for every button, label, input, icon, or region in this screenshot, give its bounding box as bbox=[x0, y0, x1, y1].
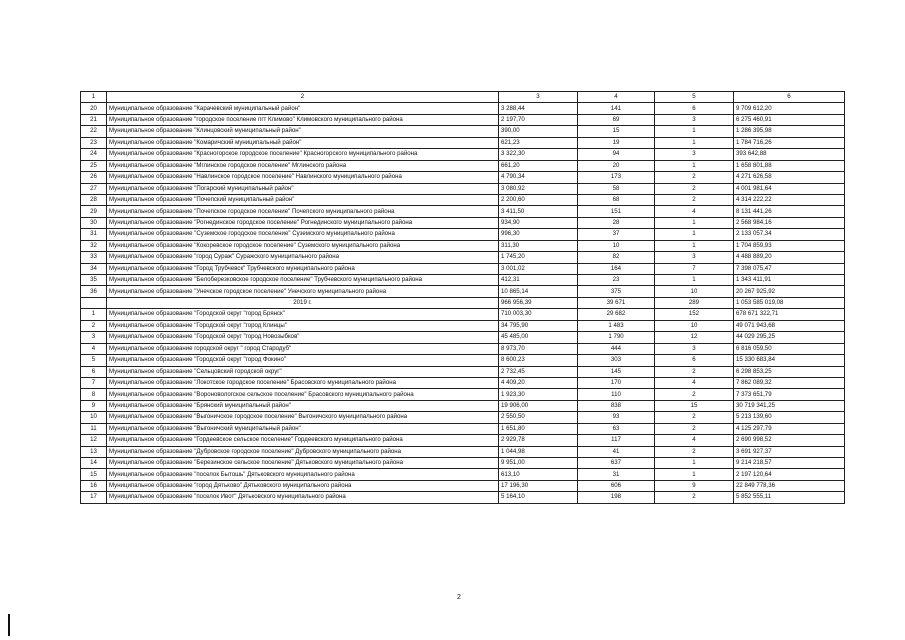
table-cell: Муниципальное образование "Навлинское городское поселение" Навлинского муниципального района bbox=[107, 172, 499, 183]
table-row bbox=[81, 320, 845, 331]
table-cell: 110 bbox=[578, 389, 655, 400]
table-cell: 31 bbox=[81, 229, 107, 240]
table-cell: 1 bbox=[81, 309, 107, 320]
table-cell: 45 485,00 bbox=[499, 332, 578, 343]
table-cell: 8 131 441,26 bbox=[734, 206, 845, 217]
table-cell: 3 bbox=[655, 114, 734, 125]
table-row bbox=[81, 206, 845, 217]
table-cell: 2 bbox=[655, 194, 734, 205]
table-cell: 9 bbox=[655, 480, 734, 491]
table-cell: 6 275 460,91 bbox=[734, 114, 845, 125]
table-row bbox=[81, 217, 845, 228]
table-cell: 32 bbox=[81, 240, 107, 251]
table-cell: 15 330 683,84 bbox=[734, 355, 845, 366]
table-cell: 14 bbox=[81, 458, 107, 469]
table-cell: 661,20 bbox=[499, 160, 578, 171]
table-row bbox=[81, 377, 845, 388]
table-cell: 10 865,14 bbox=[499, 286, 578, 297]
table-row bbox=[81, 366, 845, 377]
page-number: 2 bbox=[457, 594, 461, 601]
table-cell: 17 196,30 bbox=[499, 480, 578, 491]
table-cell: Муниципальное образование "Дубровское городское поселение" Дубровского муниципального района bbox=[107, 446, 499, 457]
table-cell: 1 bbox=[655, 160, 734, 171]
table-cell: 8 bbox=[81, 389, 107, 400]
table-cell: 3 001,02 bbox=[499, 263, 578, 274]
table-cell: 2 bbox=[81, 320, 107, 331]
table-cell: 164 bbox=[578, 263, 655, 274]
table-row bbox=[81, 183, 845, 194]
table-cell: 34 795,90 bbox=[499, 320, 578, 331]
table-cell: 1 bbox=[655, 275, 734, 286]
table-cell: Муниципальное образование "Березинское сельское поселение" Дятьковского муниципального района bbox=[107, 458, 499, 469]
table-cell: Муниципальное образование "Город Трубчевск" Трубчевского муниципального района bbox=[107, 263, 499, 274]
table-cell: 1 343 411,91 bbox=[734, 275, 845, 286]
table-cell: 3 411,50 bbox=[499, 206, 578, 217]
table-row bbox=[81, 412, 845, 423]
table-cell: 29 bbox=[81, 206, 107, 217]
table-cell: 613,10 bbox=[499, 469, 578, 480]
table-cell: 23 bbox=[578, 275, 655, 286]
table-cell: Муниципальное образование "Городской округ "город Брянск" bbox=[107, 309, 499, 320]
table-cell: Муниципальное образование "Локотское городское поселение" Брасовского муниципального района bbox=[107, 377, 499, 388]
table-cell: 412,31 bbox=[499, 275, 578, 286]
table-cell: 3 bbox=[655, 149, 734, 160]
year-total-cell: 289 bbox=[655, 297, 734, 308]
table-cell: 15 bbox=[81, 469, 107, 480]
table-row bbox=[81, 458, 845, 469]
table-cell: 1 bbox=[655, 126, 734, 137]
table-row bbox=[81, 126, 845, 137]
table-cell: Муниципальное образование "Погарский муниципальный район" bbox=[107, 183, 499, 194]
table-row bbox=[81, 480, 845, 491]
table-cell: 2 929,78 bbox=[499, 435, 578, 446]
table-cell: 4 314 222,22 bbox=[734, 194, 845, 205]
table-cell: 198 bbox=[578, 492, 655, 503]
table-cell: 58 bbox=[578, 183, 655, 194]
table-cell: Муниципальное образование "Городской округ "город Клинцы" bbox=[107, 320, 499, 331]
table-cell: Муниципальное образование "город Сураж" Суражского муниципального района bbox=[107, 252, 499, 263]
table-cell: 22 849 778,36 bbox=[734, 480, 845, 491]
table-cell: 63 bbox=[578, 423, 655, 434]
header-cell: 2 bbox=[107, 92, 499, 103]
header-cell: 5 bbox=[655, 92, 734, 103]
table-cell: 2 133 057,34 bbox=[734, 229, 845, 240]
table-row bbox=[81, 229, 845, 240]
column-number-header-row bbox=[81, 92, 845, 103]
table-cell: Муниципальное образование "Кокоревское городское поселение" Суземского муниципального района bbox=[107, 240, 499, 251]
table-cell: 444 bbox=[578, 343, 655, 354]
table-cell: 1 bbox=[655, 469, 734, 480]
register-sheet bbox=[80, 91, 844, 504]
table-row bbox=[81, 286, 845, 297]
table-row bbox=[81, 252, 845, 263]
table-row bbox=[81, 137, 845, 148]
table-cell: 141 bbox=[578, 103, 655, 114]
table-cell: 2 732,45 bbox=[499, 366, 578, 377]
table-cell: 4 271 626,58 bbox=[734, 172, 845, 183]
table-cell: 9 bbox=[81, 400, 107, 411]
table-row bbox=[81, 263, 845, 274]
table-cell: Муниципальное образование "Клинцовский муниципальный район" bbox=[107, 126, 499, 137]
header-cell: 3 bbox=[499, 92, 578, 103]
table-row bbox=[81, 332, 845, 343]
table-cell: 838 bbox=[578, 400, 655, 411]
table-cell: 1 704 859,93 bbox=[734, 240, 845, 251]
table-row bbox=[81, 435, 845, 446]
year-total-cell: 966 956,39 bbox=[499, 297, 578, 308]
table-cell: 311,30 bbox=[499, 240, 578, 251]
table-cell: 94 bbox=[578, 149, 655, 160]
table-cell: Муниципальное образование "Городской округ "город Новозыбков" bbox=[107, 332, 499, 343]
table-cell: 10 bbox=[655, 286, 734, 297]
table-cell: 303 bbox=[578, 355, 655, 366]
table-cell: 25 bbox=[81, 160, 107, 171]
table-cell: 49 071 943,68 bbox=[734, 320, 845, 331]
table-cell: 173 bbox=[578, 172, 655, 183]
table-cell: 19 906,00 bbox=[499, 400, 578, 411]
table-row bbox=[81, 103, 845, 114]
year-total-cell: 1 053 585 019,08 bbox=[734, 297, 845, 308]
table-cell: 2 bbox=[655, 366, 734, 377]
table-cell: 4 790,34 bbox=[499, 172, 578, 183]
table-cell: 1 286 395,98 bbox=[734, 126, 845, 137]
table-cell: 1 bbox=[655, 217, 734, 228]
table-cell: 7 373 651,79 bbox=[734, 389, 845, 400]
table-cell: 7 398 075,47 bbox=[734, 263, 845, 274]
table-row bbox=[81, 172, 845, 183]
table-cell: Муниципальное образование "Почепское городское поселение" Почепского муниципального района bbox=[107, 206, 499, 217]
table-cell: 2 bbox=[655, 423, 734, 434]
table-cell: 996,30 bbox=[499, 229, 578, 240]
table-cell: 37 bbox=[578, 229, 655, 240]
table-cell: 1 483 bbox=[578, 320, 655, 331]
table-cell: Муниципальное образование "Мглинское городское поселение" Мглинского района bbox=[107, 160, 499, 171]
table-cell: Муниципальное образование городской округ " город Стародуб" bbox=[107, 343, 499, 354]
table-cell: 10 bbox=[81, 412, 107, 423]
table-cell: Муниципальное образование "Выгоничский муниципальный район" bbox=[107, 423, 499, 434]
table-cell: 4 bbox=[655, 435, 734, 446]
table-cell: Муниципальное образование "Карачевский муниципальный район" bbox=[107, 103, 499, 114]
table-cell: 3 bbox=[655, 252, 734, 263]
table-cell: 4 bbox=[81, 343, 107, 354]
table-cell: 606 bbox=[578, 480, 655, 491]
table-cell: 2 550,50 bbox=[499, 412, 578, 423]
table-cell: 2 bbox=[655, 172, 734, 183]
table-cell: 1 bbox=[655, 229, 734, 240]
table-cell: 29 682 bbox=[578, 309, 655, 320]
table-cell: Муниципальное образование "городское поселение пгт Климово" Климовского муниципального района bbox=[107, 114, 499, 125]
table-cell: 20 bbox=[578, 160, 655, 171]
table-cell: 2 bbox=[655, 183, 734, 194]
table-row bbox=[81, 275, 845, 286]
table-cell: 170 bbox=[578, 377, 655, 388]
table-cell: Муниципальное образование "Сельцовский городской округ" bbox=[107, 366, 499, 377]
table-cell: 22 bbox=[81, 126, 107, 137]
table-cell: 24 bbox=[81, 149, 107, 160]
table-cell: 93 bbox=[578, 412, 655, 423]
table-cell: 20 bbox=[81, 103, 107, 114]
table-cell: 19 bbox=[578, 137, 655, 148]
table-row bbox=[81, 343, 845, 354]
table-cell: 1 651,80 bbox=[499, 423, 578, 434]
table-cell: 393 642,88 bbox=[734, 149, 845, 160]
table-cell: 82 bbox=[578, 252, 655, 263]
table-cell: 8 600,23 bbox=[499, 355, 578, 366]
municipal-register-table bbox=[80, 91, 845, 504]
table-cell: 117 bbox=[578, 435, 655, 446]
table-cell: 31 bbox=[578, 469, 655, 480]
table-cell: 27 bbox=[81, 183, 107, 194]
table-cell: 6 bbox=[81, 366, 107, 377]
table-row bbox=[81, 160, 845, 171]
binding-mark bbox=[8, 614, 10, 636]
table-cell: 26 bbox=[81, 172, 107, 183]
table-cell: 145 bbox=[578, 366, 655, 377]
table-cell: 6 bbox=[655, 355, 734, 366]
table-cell: 7 bbox=[655, 263, 734, 274]
year-subtotal-row bbox=[81, 297, 845, 308]
table-cell: 15 bbox=[578, 126, 655, 137]
table-cell: Муниципальное образование "Унечское городское поселение" Унечского муниципального района bbox=[107, 286, 499, 297]
table-cell: 10 bbox=[655, 320, 734, 331]
table-cell: Муниципальное образование "Выгоничское городское поселение" Выгоничского муниципального района bbox=[107, 412, 499, 423]
table-cell: 2 197 120,64 bbox=[734, 469, 845, 480]
table-cell: Муниципальное образование "Комаричский муниципальный район" bbox=[107, 137, 499, 148]
table-cell: Муниципальное образование "Городской округ "город Фокино" bbox=[107, 355, 499, 366]
table-cell: 12 bbox=[81, 435, 107, 446]
table-cell: 10 bbox=[578, 240, 655, 251]
table-cell: 710 003,30 bbox=[499, 309, 578, 320]
table-cell: Муниципальное образование "поселок Бытошь" Дятьковского муниципального района bbox=[107, 469, 499, 480]
table-cell: 6 298 853,25 bbox=[734, 366, 845, 377]
table-cell: 1 bbox=[655, 137, 734, 148]
table-cell: 35 bbox=[81, 275, 107, 286]
table-cell: 4 bbox=[655, 377, 734, 388]
table-cell: 678 671 322,71 bbox=[734, 309, 845, 320]
table-cell: 2 200,60 bbox=[499, 194, 578, 205]
header-cell: 4 bbox=[578, 92, 655, 103]
table-cell: Муниципальное образование "поселок Ивот" Дятьковского муниципального района bbox=[107, 492, 499, 503]
table-cell: 3 bbox=[655, 343, 734, 354]
table-cell: 30 719 341,25 bbox=[734, 400, 845, 411]
table-cell: 36 bbox=[81, 286, 107, 297]
table-cell: Муниципальное образование "Вороновологское сельское поселение" Брасовского муниципального района bbox=[107, 389, 499, 400]
table-cell: 5 164,10 bbox=[499, 492, 578, 503]
header-cell: 6 bbox=[734, 92, 845, 103]
table-cell: 3 080,92 bbox=[499, 183, 578, 194]
table-cell: 2 197,70 bbox=[499, 114, 578, 125]
table-cell: 12 bbox=[655, 332, 734, 343]
table-cell: 34 bbox=[81, 263, 107, 274]
table-cell: 934,90 bbox=[499, 217, 578, 228]
table-cell: 3 bbox=[81, 332, 107, 343]
table-cell: 13 bbox=[81, 446, 107, 457]
table-cell: 8 973,70 bbox=[499, 343, 578, 354]
table-row bbox=[81, 446, 845, 457]
table-cell: 6 816 059,50 bbox=[734, 343, 845, 354]
table-cell: 11 bbox=[81, 423, 107, 434]
year-label: 2019 г. bbox=[107, 297, 499, 308]
table-cell: 5 213 139,60 bbox=[734, 412, 845, 423]
table-cell: 4 bbox=[655, 206, 734, 217]
table-cell: 2 690 998,52 bbox=[734, 435, 845, 446]
table-cell: Муниципальное образование "Брянский муниципальный район" bbox=[107, 400, 499, 411]
table-cell: 1 923,30 bbox=[499, 389, 578, 400]
table-cell: 4 409,20 bbox=[499, 377, 578, 388]
table-cell: 7 bbox=[81, 377, 107, 388]
table-cell: Муниципальное образование "Красногорское городское поселение" Красногорского муниципального района bbox=[107, 149, 499, 160]
table-cell: 33 bbox=[81, 252, 107, 263]
table-cell: 1 745,20 bbox=[499, 252, 578, 263]
table-cell: 621,23 bbox=[499, 137, 578, 148]
table-cell: Муниципальное образование "город Дятьково" Дятьковского муниципального района bbox=[107, 480, 499, 491]
table-cell: 9 214 218,57 bbox=[734, 458, 845, 469]
table-row bbox=[81, 114, 845, 125]
table-cell: 1 784 716,26 bbox=[734, 137, 845, 148]
table-cell: 152 bbox=[655, 309, 734, 320]
table-cell: 44 029 295,25 bbox=[734, 332, 845, 343]
table-cell: 4 001 981,64 bbox=[734, 183, 845, 194]
table-cell: 2 bbox=[655, 412, 734, 423]
table-row bbox=[81, 240, 845, 251]
table-cell: Муниципальное образование "Суземское городское поселение" Суземского муниципального района bbox=[107, 229, 499, 240]
table-cell: 69 bbox=[578, 114, 655, 125]
table-cell: 9 709 612,20 bbox=[734, 103, 845, 114]
table-cell: Муниципальное образование "Гордеевское сельское поселение" Гордеевского муниципального района bbox=[107, 435, 499, 446]
table-cell: Муниципальное образование "Рогнединское городское поселение" Рогнединского муниципального района bbox=[107, 217, 499, 228]
table-row bbox=[81, 492, 845, 503]
table-cell: Муниципальное образование "Белоберезковское городское поселение" Трубчевского муниципального района bbox=[107, 275, 499, 286]
table-cell: 21 bbox=[81, 114, 107, 125]
table-cell: Муниципальное образование "Почепский муниципальный район" bbox=[107, 194, 499, 205]
table-cell: 1 bbox=[655, 458, 734, 469]
table-cell: 41 bbox=[578, 446, 655, 457]
table-cell: 3 322,30 bbox=[499, 149, 578, 160]
table-cell: 1 790 bbox=[578, 332, 655, 343]
table-cell: 3 288,44 bbox=[499, 103, 578, 114]
table-cell: 23 bbox=[81, 137, 107, 148]
table-cell: 1 658 801,88 bbox=[734, 160, 845, 171]
table-row bbox=[81, 389, 845, 400]
table-cell: 15 bbox=[655, 400, 734, 411]
table-row bbox=[81, 194, 845, 205]
table-cell: 2 bbox=[655, 492, 734, 503]
table-cell: 4 125 297,79 bbox=[734, 423, 845, 434]
table-cell: 1 bbox=[655, 240, 734, 251]
table-cell: 2 bbox=[655, 446, 734, 457]
table-cell: 16 bbox=[81, 480, 107, 491]
table-row bbox=[81, 423, 845, 434]
table-cell: 28 bbox=[81, 194, 107, 205]
table-cell: 17 bbox=[81, 492, 107, 503]
table-cell: 68 bbox=[578, 194, 655, 205]
table-cell: 3 691 927,37 bbox=[734, 446, 845, 457]
table-row bbox=[81, 309, 845, 320]
table-row bbox=[81, 400, 845, 411]
table-cell: 5 bbox=[81, 355, 107, 366]
table-cell: 9 951,00 bbox=[499, 458, 578, 469]
table-cell: 4 488 889,20 bbox=[734, 252, 845, 263]
table-cell: 28 bbox=[578, 217, 655, 228]
table-row bbox=[81, 355, 845, 366]
table-cell: 2 568 984,16 bbox=[734, 217, 845, 228]
table-cell: 151 bbox=[578, 206, 655, 217]
table-cell bbox=[81, 297, 107, 308]
table-cell: 375 bbox=[578, 286, 655, 297]
table-cell: 7 862 089,32 bbox=[734, 377, 845, 388]
table-cell: 637 bbox=[578, 458, 655, 469]
header-cell: 1 bbox=[81, 92, 107, 103]
table-cell: 30 bbox=[81, 217, 107, 228]
table-row bbox=[81, 149, 845, 160]
year-total-cell: 39 671 bbox=[578, 297, 655, 308]
table-cell: 5 852 555,11 bbox=[734, 492, 845, 503]
table-cell: 2 bbox=[655, 389, 734, 400]
table-row bbox=[81, 469, 845, 480]
table-cell: 390,00 bbox=[499, 126, 578, 137]
table-cell: 1 044,98 bbox=[499, 446, 578, 457]
table-cell: 6 bbox=[655, 103, 734, 114]
table-cell: 20 267 925,92 bbox=[734, 286, 845, 297]
